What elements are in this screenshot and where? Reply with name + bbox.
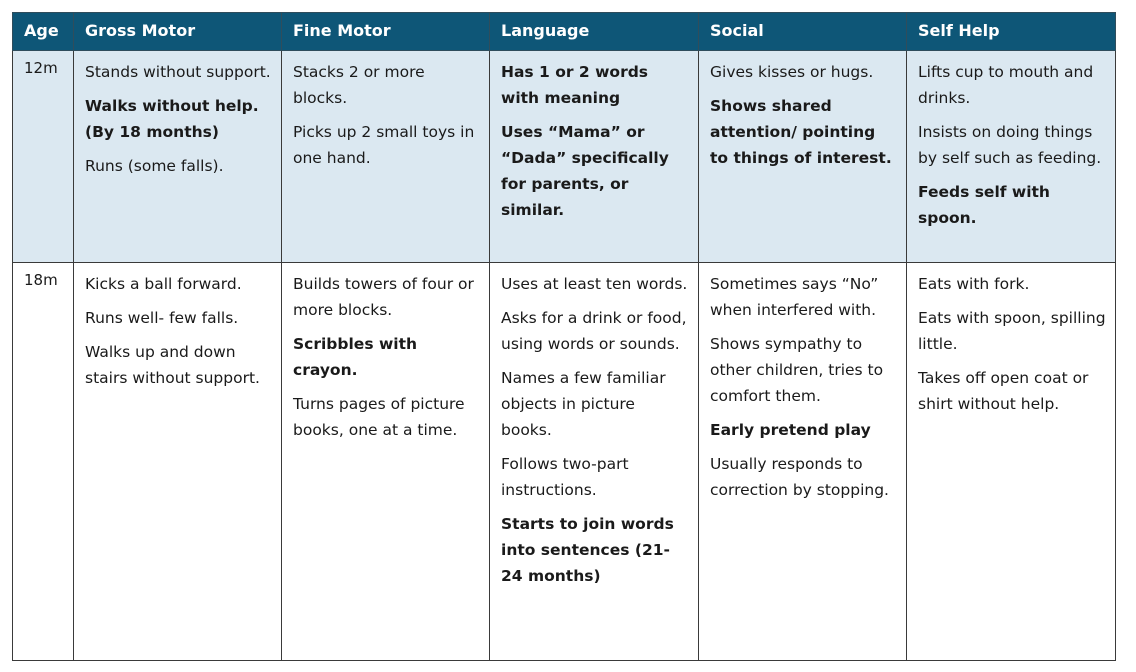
milestone-item: Asks for a drink or food, using words or sounds.	[501, 309, 687, 353]
milestone-item: Stacks 2 or more blocks.	[293, 63, 425, 107]
milestone-item: Builds towers of four or more blocks.	[293, 275, 474, 319]
milestone-item: Runs (some falls).	[85, 157, 224, 175]
header-social: Social	[699, 13, 907, 51]
milestone-item: Lifts cup to mouth and drinks.	[918, 63, 1094, 107]
milestone-item: Kicks a ball forward.	[85, 275, 242, 293]
milestone-item: Early pretend play	[710, 421, 871, 439]
milestone-item: Eats with spoon, spilling little.	[918, 309, 1106, 353]
language-cell	[490, 51, 699, 263]
milestone-item: Starts to join words into sentences (21-24 months)	[501, 515, 674, 585]
milestone-item: Shows sympathy to other children, tries to comfort them.	[710, 335, 884, 405]
milestone-item: Takes off open coat or shirt without help.	[918, 369, 1089, 413]
social-cell	[699, 263, 907, 661]
milestone-item: Insists on doing things by self such as feeding.	[918, 123, 1102, 167]
fine-motor-cell	[282, 263, 490, 661]
header-gross-motor: Gross Motor	[74, 13, 282, 51]
milestone-item: Walks without help. (By 18 months)	[85, 97, 259, 141]
fine-motor-cell	[282, 51, 490, 263]
milestone-item: Has 1 or 2 words with meaning	[501, 63, 649, 107]
milestone-item: Turns pages of picture books, one at a time.	[293, 395, 465, 439]
header-age: Age	[13, 13, 74, 51]
milestone-item: Names a few familiar objects in picture books.	[501, 369, 666, 439]
milestone-item: Shows shared attention/ pointing to things of interest.	[710, 97, 892, 167]
gross-motor-cell	[74, 263, 282, 661]
table-row-12m	[13, 51, 1116, 263]
milestone-item: Usually responds to correction by stopping.	[710, 455, 889, 499]
age-cell: 18m	[13, 263, 74, 661]
self-help-cell	[907, 263, 1116, 661]
header-self-help: Self Help	[907, 13, 1116, 51]
gross-motor-cell	[74, 51, 282, 263]
header-row	[13, 13, 1116, 51]
header-language: Language	[490, 13, 699, 51]
header-fine-motor: Fine Motor	[282, 13, 490, 51]
milestone-item: Follows two-part instructions.	[501, 455, 629, 499]
table-row-18m	[13, 263, 1116, 661]
milestone-item: Walks up and down stairs without support.	[85, 343, 260, 387]
language-cell	[490, 263, 699, 661]
milestone-item: Uses “Mama” or “Dada” specifically for parents, or similar.	[501, 123, 669, 219]
milestone-item: Gives kisses or hugs.	[710, 63, 874, 81]
milestone-item: Sometimes says “No” when interfered with.	[710, 275, 879, 319]
milestone-item: Picks up 2 small toys in one hand.	[293, 123, 475, 167]
milestone-item: Scribbles with crayon.	[293, 335, 418, 379]
milestones-table	[12, 12, 1116, 661]
milestone-item: Uses at least ten words.	[501, 275, 688, 293]
age-cell: 12m	[13, 51, 74, 263]
milestone-item: Runs well- few falls.	[85, 309, 239, 327]
self-help-cell	[907, 51, 1116, 263]
milestone-item: Feeds self with spoon.	[918, 183, 1050, 227]
social-cell	[699, 51, 907, 263]
milestone-item: Eats with fork.	[918, 275, 1030, 293]
milestone-item: Stands without support.	[85, 63, 271, 81]
